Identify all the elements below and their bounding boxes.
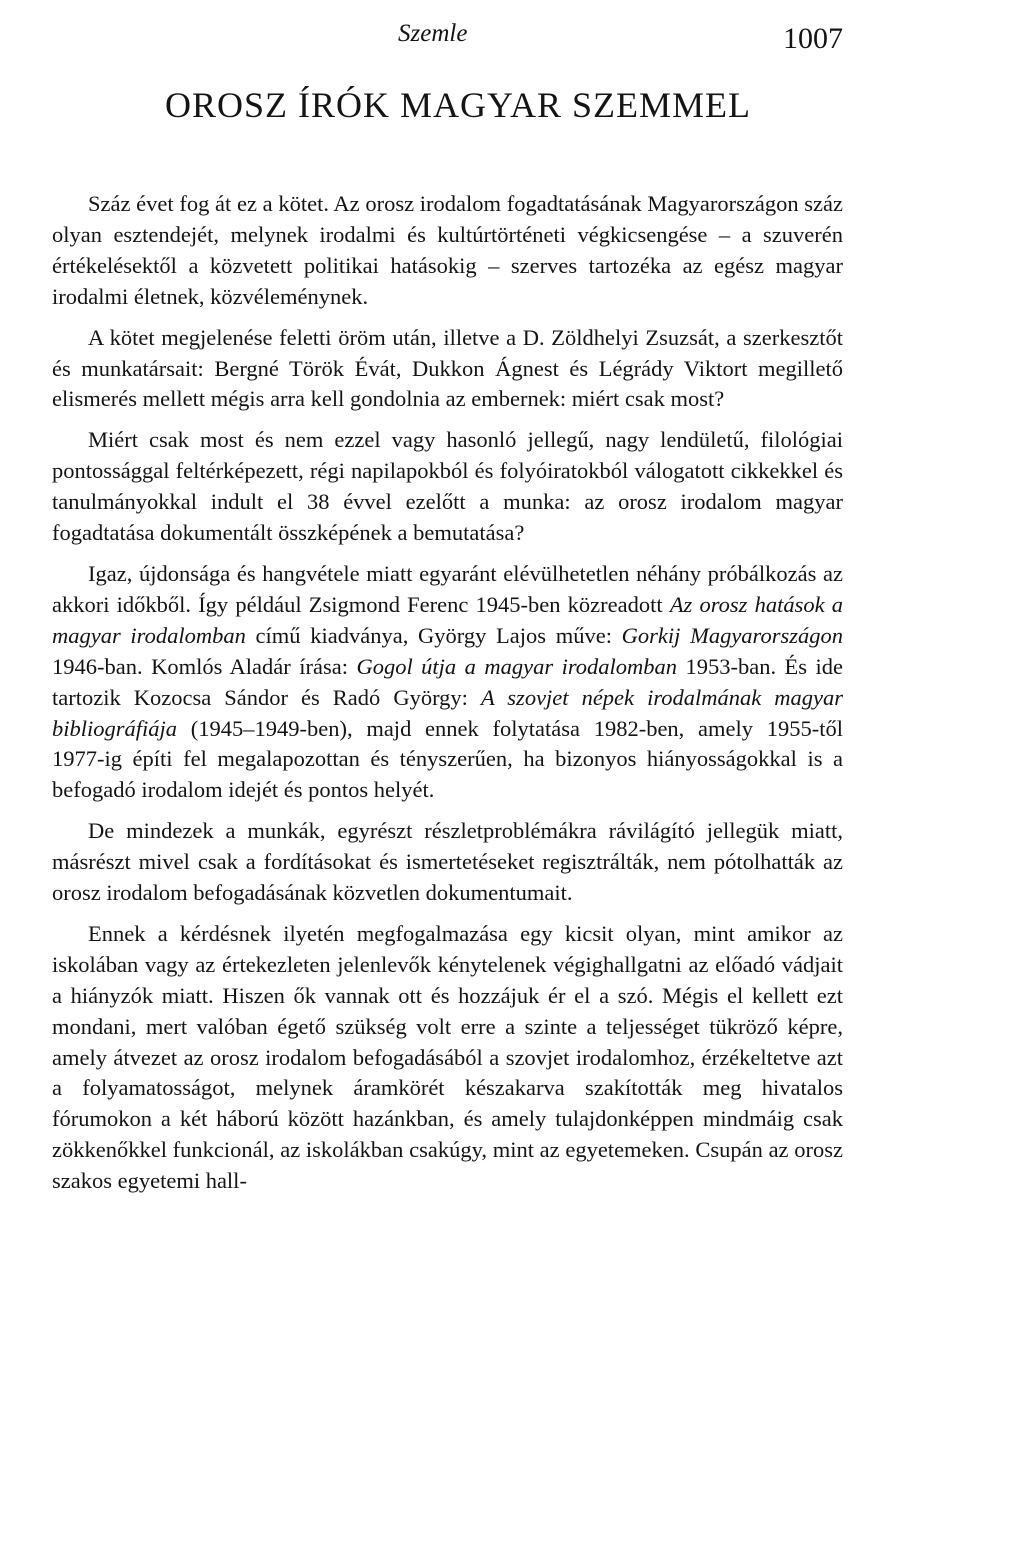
page-number: 1007	[783, 22, 843, 55]
paragraph-1	[52, 189, 843, 313]
text-run: De mindezek a munkák, egyrészt részletproblémákra rávilágító jellegük miatt, másrészt mivel csak a fordításokat és ismertetéseket regisztrálták, nem pótolhatták az orosz irodalom befogadásának közvetlen dokumentumait.	[52, 818, 843, 906]
article-title: OROSZ ÍRÓK MAGYAR SZEMMEL	[165, 85, 752, 125]
running-head	[0, 20, 1024, 60]
text-run: 1953-ban. És ide tartozik Kozocsa Sándor és Radó György:	[52, 653, 844, 710]
paragraph-2	[52, 323, 843, 416]
text-run: 1946-ban. Komlós Aladár írása:	[52, 653, 357, 679]
paragraph-5	[52, 816, 843, 909]
text-run: (1945–1949-ben), majd ennek folytatása 1982-ben, amely 1955-től 1977-ig építi fel megalapozottan és tényszerűen, ha bizonyos hiányosságokkal is a befogadó irodalom idejét és pontos helyét.	[52, 715, 843, 803]
article-body	[52, 189, 843, 1197]
text-run: Miért csak most és nem ezzel vagy hasonló jellegű, nagy lendületű, filológiai pontossággal feltérképezett, régi napilapokból és folyóiratokból válogatott cikkekkel és tanulmányokkal indult el 38 évvel ezelőtt a munka: az orosz irodalom magyar fogadtatása dokumentált összképének a bemutatása?	[52, 427, 843, 546]
italic-title: Az orosz hatások a magyar irodalomban	[52, 591, 843, 648]
running-title: Szemle	[398, 20, 468, 47]
paragraph-4	[52, 559, 843, 806]
italic-title: Gogol útja a magyar irodalomban	[356, 653, 678, 679]
text-run: Ennek a kérdésnek ilyetén megfogalmazása egy kicsit olyan, mint amikor az iskolában vagy az értekezleten jelenlevők kénytelenek végighallgatni az előadó vádjait a hiányzók miatt. Hiszen ők vannak ott és hozzájuk ér el a szó. Mégis el kellett ezt mondani, mert valóban égető szükség volt erre a szinte a teljességet tükröző képre, amely átvezet az orosz irodalom befogadásából a szovjet irodalomhoz, érzékeltetve azt a folyamatosságot, melynek áramkörét készakarva szakították meg hivatalos fórumokon a két háború között hazánkban, és amely tulajdonképpen mindmáig csak zökkenőkkel funkcionál, az iskolákban csakúgy, mint az egyetemeken. Csupán az orosz szakos egyetemi hall-	[52, 920, 843, 1194]
text-run: című kiadványa, György Lajos műve:	[245, 622, 622, 648]
text-run: Száz évet fog át ez a kötet. Az orosz irodalom fogadtatásának Magyarországon száz olyan esztendejét, melynek irodalmi és kultúrtörténeti végkicsengése – a szuverén értékelésektől a közvetett politikai hatásokig – szerves tartozéka az egész magyar irodalmi életnek, közvéleménynek.	[52, 191, 843, 309]
paragraph-6	[52, 919, 843, 1197]
italic-title: A szovjet népek irodalmának magyar bibliográfiája	[52, 684, 843, 741]
text-run: A kötet megjelenése feletti öröm után, illetve a D. Zöldhelyi Zsuzsát, a szerkesztőt és munkatársait: Bergné Török Évát, Dukkon Ágnest és Légrády Viktort megillető elismerés mellett mégis arra kell gondolnia az embernek: miért csak most?	[52, 324, 843, 412]
paragraph-3	[52, 425, 843, 549]
text-run: Igaz, újdonsága és hangvétele miatt egyaránt elévülhetetlen néhány próbálkozás az akkori időkből. Így például Zsigmond Ferenc 1945-ben közreadott	[52, 560, 843, 617]
italic-title: Gorkij Magyarországon	[621, 622, 843, 648]
